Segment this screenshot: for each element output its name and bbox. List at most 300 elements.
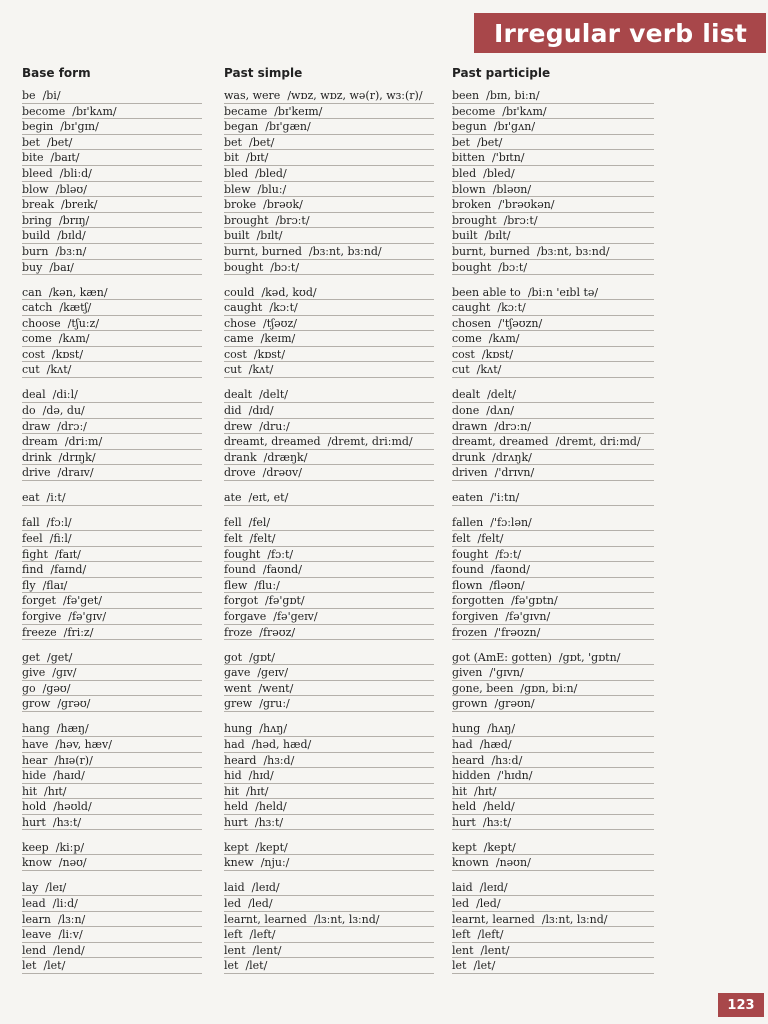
past-simple-cell (224, 166, 434, 182)
past-participle-cell (452, 104, 654, 120)
past-participle-word: eaten (452, 491, 484, 505)
verb-row (0, 362, 768, 378)
past-participle-word: felt (452, 532, 471, 545)
past-participle-pronunciation: /bled/ (483, 166, 515, 180)
verb-row (0, 927, 768, 943)
past-participle-pronunciation: /drɔːn/ (494, 419, 532, 433)
past-participle-cell (452, 347, 654, 363)
base-form-cell (22, 958, 202, 974)
verb-row (0, 721, 768, 737)
past-participle-pronunciation: /'bɪtn/ (492, 151, 525, 165)
past-simple-word: hurt (224, 815, 248, 829)
past-participle-cell (452, 331, 654, 347)
base-form-pronunciation: /fiːl/ (49, 532, 72, 545)
past-participle-cell (452, 609, 654, 625)
past-simple-cell (224, 213, 434, 229)
base-form-cell (22, 625, 202, 641)
past-simple-pronunciation: /hʌŋ/ (259, 722, 288, 736)
base-form-word: keep (22, 840, 49, 854)
past-simple-word: hid (224, 769, 242, 783)
base-form-cell (22, 681, 202, 697)
base-form-word: forget (22, 594, 56, 608)
verb-row (0, 419, 768, 435)
past-simple-pronunciation: /bɜːnt, bɜːnd/ (308, 244, 382, 258)
past-participle-pronunciation: /bet/ (476, 135, 503, 149)
past-simple-word: bought (224, 260, 264, 274)
past-simple-word: burnt, burned (224, 244, 302, 258)
past-simple-cell (224, 958, 434, 974)
past-simple-pronunciation: /led/ (248, 897, 273, 911)
past-participle-pronunciation: /leɪd/ (479, 881, 508, 895)
verb-row (0, 799, 768, 815)
past-simple-cell (224, 228, 434, 244)
past-participle-cell (452, 285, 654, 301)
past-simple-cell (224, 562, 434, 578)
past-simple-word: ate (224, 491, 242, 505)
past-participle-pronunciation: /kɒst/ (481, 347, 514, 361)
past-participle-word: dreamt, dreamed (452, 435, 549, 449)
past-participle-word: chosen (452, 316, 492, 330)
past-participle-word: forgotten (452, 594, 505, 608)
verb-row (0, 285, 768, 301)
past-participle-cell (452, 403, 654, 419)
past-participle-word: frozen (452, 625, 488, 639)
past-simple-pronunciation: /hɜːd/ (263, 753, 295, 767)
past-simple-word: chose (224, 316, 257, 330)
past-simple-cell (224, 737, 434, 753)
past-simple-pronunciation: /fə'geɪv/ (273, 609, 318, 623)
past-participle-word: hung (452, 722, 481, 736)
base-form-pronunciation: /bi/ (42, 89, 61, 102)
past-participle-pronunciation: /kʌt/ (476, 363, 502, 377)
past-participle-cell (452, 490, 654, 506)
past-simple-pronunciation: /wɒz, wɒz, wə(r), wɜː(r)/ (287, 89, 423, 102)
past-simple-cell (224, 665, 434, 681)
past-participle-cell (452, 434, 654, 450)
past-simple-word: heard (224, 753, 257, 767)
past-simple-pronunciation: /hɪd/ (248, 769, 274, 783)
past-participle-cell (452, 650, 654, 666)
base-form-cell (22, 403, 202, 419)
base-form-pronunciation: /flaɪ/ (42, 578, 68, 592)
base-form-cell (22, 578, 202, 594)
base-form-pronunciation: /hɜːt/ (52, 815, 82, 829)
past-participle-cell (452, 625, 654, 641)
base-form-pronunciation: /friːz/ (63, 625, 94, 639)
past-simple-cell (224, 135, 434, 151)
past-simple-pronunciation: /kept/ (255, 840, 288, 854)
base-form-cell (22, 119, 202, 135)
past-simple-cell (224, 943, 434, 959)
past-participle-cell (452, 768, 654, 784)
verb-table (0, 88, 768, 974)
verb-row (0, 943, 768, 959)
base-form-pronunciation: /lɜːn/ (57, 912, 86, 926)
base-form-pronunciation: /gɪv/ (52, 666, 77, 680)
base-form-pronunciation: /bɪ'kʌm/ (72, 104, 117, 118)
past-simple-cell (224, 331, 434, 347)
past-participle-cell (452, 784, 654, 800)
past-simple-word: left (224, 928, 243, 942)
base-form-word: fight (22, 547, 48, 561)
past-simple-pronunciation: /bɪt/ (245, 151, 269, 165)
verb-row (0, 815, 768, 831)
past-simple-word: drew (224, 419, 253, 433)
verb-row (0, 753, 768, 769)
past-simple-cell (224, 799, 434, 815)
base-form-pronunciation: /breɪk/ (61, 198, 98, 212)
past-simple-cell (224, 490, 434, 506)
past-participle-cell (452, 88, 654, 104)
verb-row (0, 855, 768, 871)
base-form-cell (22, 927, 202, 943)
header-base-form: Base form (22, 66, 91, 80)
verb-row (0, 403, 768, 419)
past-participle-cell (452, 150, 654, 166)
past-participle-word: broken (452, 198, 492, 212)
base-form-word: find (22, 563, 44, 577)
base-form-word: build (22, 229, 51, 243)
past-simple-pronunciation: /let/ (245, 959, 268, 973)
base-form-word: forgive (22, 609, 62, 623)
past-participle-word: dealt (452, 388, 481, 402)
past-simple-pronunciation: /lent/ (252, 943, 282, 957)
verb-row (0, 104, 768, 120)
past-participle-cell (452, 182, 654, 198)
past-simple-pronunciation: /delt/ (259, 388, 288, 402)
past-simple-word: drove (224, 466, 256, 480)
past-simple-word: bled (224, 166, 249, 180)
past-participle-pronunciation: /fɔːt/ (495, 547, 522, 561)
base-form-cell (22, 465, 202, 481)
past-simple-pronunciation: /bluː/ (257, 182, 287, 196)
past-participle-pronunciation: /hʌŋ/ (487, 722, 516, 736)
base-form-word: fall (22, 516, 40, 530)
base-form-word: let (22, 959, 37, 973)
verb-row (0, 737, 768, 753)
past-participle-word: fought (452, 547, 489, 561)
past-participle-word: drawn (452, 419, 488, 433)
past-simple-cell (224, 768, 434, 784)
base-form-cell (22, 562, 202, 578)
past-participle-cell (452, 387, 654, 403)
past-simple-cell (224, 403, 434, 419)
base-form-word: hit (22, 784, 38, 798)
past-simple-word: bit (224, 151, 239, 165)
base-form-word: begin (22, 120, 54, 134)
base-form-cell (22, 609, 202, 625)
past-simple-cell (224, 855, 434, 871)
past-participle-cell (452, 880, 654, 896)
base-form-word: dream (22, 435, 58, 449)
verb-row (0, 912, 768, 928)
past-simple-cell (224, 285, 434, 301)
past-participle-cell (452, 166, 654, 182)
past-simple-cell (224, 260, 434, 276)
base-form-pronunciation: /liːd/ (52, 897, 78, 911)
past-participle-word: come (452, 332, 482, 346)
base-form-cell (22, 593, 202, 609)
base-form-word: hang (22, 722, 50, 736)
past-participle-cell (452, 578, 654, 594)
past-simple-word: learnt, learned (224, 912, 307, 926)
base-form-pronunciation: /hɪə(r)/ (54, 753, 93, 767)
past-simple-cell (224, 244, 434, 260)
past-participle-pronunciation: /'drɪvn/ (494, 466, 535, 480)
base-form-cell (22, 285, 202, 301)
past-simple-pronunciation: /drəʊv/ (262, 466, 302, 480)
past-participle-word: grown (452, 697, 488, 711)
past-participle-pronunciation: /grəʊn/ (494, 697, 535, 711)
past-simple-pronunciation: /eɪt, et/ (248, 491, 289, 505)
verb-row (0, 434, 768, 450)
base-form-pronunciation: /iːt/ (46, 491, 66, 505)
past-participle-pronunciation: /delt/ (487, 388, 516, 402)
past-participle-word: brought (452, 213, 497, 227)
past-simple-cell (224, 625, 434, 641)
base-form-word: grow (22, 697, 51, 711)
verb-row (0, 316, 768, 332)
base-form-word: fly (22, 578, 36, 592)
past-simple-cell (224, 362, 434, 378)
past-simple-pronunciation: /fə'gɒt/ (265, 594, 305, 608)
base-form-pronunciation: /kʌt/ (46, 363, 72, 377)
past-simple-word: let (224, 959, 239, 973)
past-participle-pronunciation: /hɪt/ (474, 784, 497, 798)
past-participle-word: laid (452, 881, 473, 895)
base-form-pronunciation: /baɪt/ (50, 151, 80, 165)
past-simple-word: began (224, 120, 259, 134)
base-form-pronunciation: /grəʊ/ (57, 697, 91, 711)
group-gap (0, 640, 768, 649)
group-gap (0, 830, 768, 839)
past-simple-cell (224, 681, 434, 697)
base-form-pronunciation: /haɪd/ (53, 769, 85, 783)
past-participle-word: kept (452, 840, 477, 854)
base-form-word: have (22, 737, 49, 751)
past-simple-cell (224, 593, 434, 609)
past-simple-pronunciation: /tʃəʊz/ (263, 316, 297, 330)
past-participle-word: become (452, 104, 496, 118)
past-participle-word: forgiven (452, 609, 499, 623)
past-participle-pronunciation: /drʌŋk/ (492, 450, 532, 464)
base-form-pronunciation: /kætʃ/ (59, 301, 92, 315)
past-simple-word: lent (224, 943, 246, 957)
base-form-pronunciation: /drɔː/ (57, 419, 87, 433)
past-simple-cell (224, 578, 434, 594)
past-participle-pronunciation: /'gɪvn/ (489, 666, 524, 680)
past-participle-word: done (452, 404, 480, 418)
past-simple-pronunciation: /faʊnd/ (262, 563, 302, 577)
past-participle-word: found (452, 563, 484, 577)
past-simple-pronunciation: /bɪ'keɪm/ (274, 104, 323, 118)
page-number: 123 (718, 993, 764, 1017)
past-simple-word: brought (224, 213, 269, 227)
past-participle-pronunciation: /biːn 'eɪbl tə/ (527, 285, 599, 299)
past-participle-word: hidden (452, 769, 491, 783)
past-simple-cell (224, 387, 434, 403)
past-participle-word: built (452, 229, 478, 243)
base-form-pronunciation: /kɒst/ (51, 347, 84, 361)
past-simple-cell (224, 515, 434, 531)
base-form-pronunciation: /bliːd/ (59, 166, 92, 180)
base-form-pronunciation: /fə'gɪv/ (68, 609, 107, 623)
group-gap (0, 506, 768, 515)
past-participle-cell (452, 943, 654, 959)
past-participle-pronunciation: /fləʊn/ (489, 578, 525, 592)
base-form-word: bleed (22, 166, 53, 180)
verb-row (0, 840, 768, 856)
past-participle-word: known (452, 856, 489, 870)
past-simple-pronunciation: /druː/ (259, 419, 290, 433)
base-form-word: bet (22, 135, 40, 149)
past-participle-cell (452, 362, 654, 378)
base-form-cell (22, 547, 202, 563)
past-participle-word: caught (452, 301, 491, 315)
past-participle-pronunciation: /kɔːt/ (497, 301, 526, 315)
verb-row (0, 531, 768, 547)
base-form-cell (22, 362, 202, 378)
past-participle-cell (452, 696, 654, 712)
past-simple-word: forgot (224, 594, 259, 608)
base-form-cell (22, 213, 202, 229)
past-participle-cell (452, 465, 654, 481)
past-participle-pronunciation: /dʌn/ (486, 404, 515, 418)
verb-row (0, 166, 768, 182)
header-past-participle: Past participle (452, 66, 551, 80)
past-participle-cell (452, 721, 654, 737)
past-participle-word: been (452, 89, 480, 102)
past-simple-cell (224, 927, 434, 943)
past-simple-pronunciation: /gɒt/ (249, 650, 276, 664)
base-form-pronunciation: /bləʊ/ (55, 182, 87, 196)
base-form-word: cut (22, 363, 40, 377)
past-participle-word: had (452, 737, 473, 751)
past-participle-pronunciation: /held/ (483, 800, 515, 814)
group-gap (0, 871, 768, 880)
past-participle-pronunciation: /fə'gɪvn/ (505, 609, 551, 623)
past-simple-word: blew (224, 182, 251, 196)
base-form-pronunciation: /bɜːn/ (55, 244, 87, 258)
base-form-word: learn (22, 912, 51, 926)
base-form-pronunciation: /diːl/ (52, 388, 78, 402)
base-form-word: go (22, 681, 36, 695)
past-participle-word: heard (452, 753, 485, 767)
past-simple-pronunciation: /kəd, kʊd/ (261, 285, 317, 299)
past-simple-pronunciation: /felt/ (249, 532, 276, 545)
verb-row (0, 784, 768, 800)
past-participle-pronunciation: /faʊnd/ (490, 563, 530, 577)
verb-row (0, 119, 768, 135)
base-form-pronunciation: /let/ (43, 959, 66, 973)
past-participle-pronunciation: /kʌm/ (488, 332, 520, 346)
verb-row (0, 880, 768, 896)
past-participle-pronunciation: /bɪ'kʌm/ (502, 104, 547, 118)
past-simple-cell (224, 547, 434, 563)
base-form-word: freeze (22, 625, 57, 639)
past-participle-pronunciation: /led/ (476, 897, 501, 911)
base-form-pronunciation: /faɪt/ (54, 547, 81, 561)
base-form-cell (22, 166, 202, 182)
base-form-word: hear (22, 753, 48, 767)
past-participle-word: given (452, 666, 483, 680)
verb-row (0, 490, 768, 506)
base-form-cell (22, 650, 202, 666)
past-participle-word: burnt, burned (452, 244, 530, 258)
base-form-cell (22, 880, 202, 896)
base-form-pronunciation: /baɪ/ (49, 260, 74, 274)
base-form-pronunciation: /liːv/ (58, 928, 83, 942)
past-participle-pronunciation: /gɒt, 'gɒtn/ (558, 650, 621, 664)
past-simple-cell (224, 182, 434, 198)
past-participle-cell (452, 815, 654, 831)
past-simple-pronunciation: /dræŋk/ (263, 450, 308, 464)
base-form-pronunciation: /lend/ (53, 943, 85, 957)
past-simple-cell (224, 721, 434, 737)
group-gap (0, 481, 768, 490)
base-form-pronunciation: /fə'get/ (62, 594, 102, 608)
past-simple-pronunciation: /njuː/ (260, 856, 290, 870)
past-participle-cell (452, 119, 654, 135)
base-form-cell (22, 912, 202, 928)
past-participle-pronunciation: /fə'gɒtn/ (511, 594, 558, 608)
base-form-pronunciation: /brɪŋ/ (58, 213, 90, 227)
past-simple-pronunciation: /bled/ (255, 166, 287, 180)
past-participle-cell (452, 681, 654, 697)
past-participle-cell (452, 737, 654, 753)
base-form-cell (22, 768, 202, 784)
group-gap (0, 378, 768, 387)
past-participle-cell (452, 135, 654, 151)
past-participle-word: bled (452, 166, 477, 180)
base-form-cell (22, 434, 202, 450)
past-simple-pronunciation: /kɒst/ (253, 347, 286, 361)
base-form-word: deal (22, 388, 46, 402)
base-form-pronunciation: /nəʊ/ (58, 856, 87, 870)
base-form-cell (22, 260, 202, 276)
past-participle-pronunciation: /'tʃəʊzn/ (498, 316, 543, 330)
base-form-pronunciation: /drɪŋk/ (58, 450, 96, 464)
past-simple-word: forgave (224, 609, 267, 623)
past-simple-pronunciation: /frəʊz/ (259, 625, 296, 639)
past-participle-word: bought (452, 260, 492, 274)
base-form-pronunciation: /bɪ'gɪn/ (60, 120, 99, 134)
past-simple-word: hung (224, 722, 253, 736)
base-form-cell (22, 300, 202, 316)
past-simple-word: kept (224, 840, 249, 854)
base-form-cell (22, 784, 202, 800)
past-simple-cell (224, 912, 434, 928)
base-form-word: drive (22, 466, 51, 480)
past-participle-pronunciation: /gɒn, biːn/ (520, 681, 578, 695)
past-simple-cell (224, 465, 434, 481)
past-participle-word: cost (452, 347, 475, 361)
base-form-word: hurt (22, 815, 46, 829)
past-simple-word: broke (224, 198, 257, 212)
past-simple-pronunciation: /bet/ (248, 135, 275, 149)
past-simple-pronunciation: /lɜːnt, lɜːnd/ (313, 912, 380, 926)
past-participle-word: fallen (452, 516, 484, 530)
past-simple-cell (224, 419, 434, 435)
base-form-word: choose (22, 316, 61, 330)
base-form-pronunciation: /tʃuːz/ (67, 316, 100, 330)
base-form-cell (22, 347, 202, 363)
verb-row (0, 450, 768, 466)
verb-row (0, 578, 768, 594)
past-simple-word: dealt (224, 388, 253, 402)
page-title: Irregular verb list (474, 13, 766, 53)
verb-row (0, 681, 768, 697)
